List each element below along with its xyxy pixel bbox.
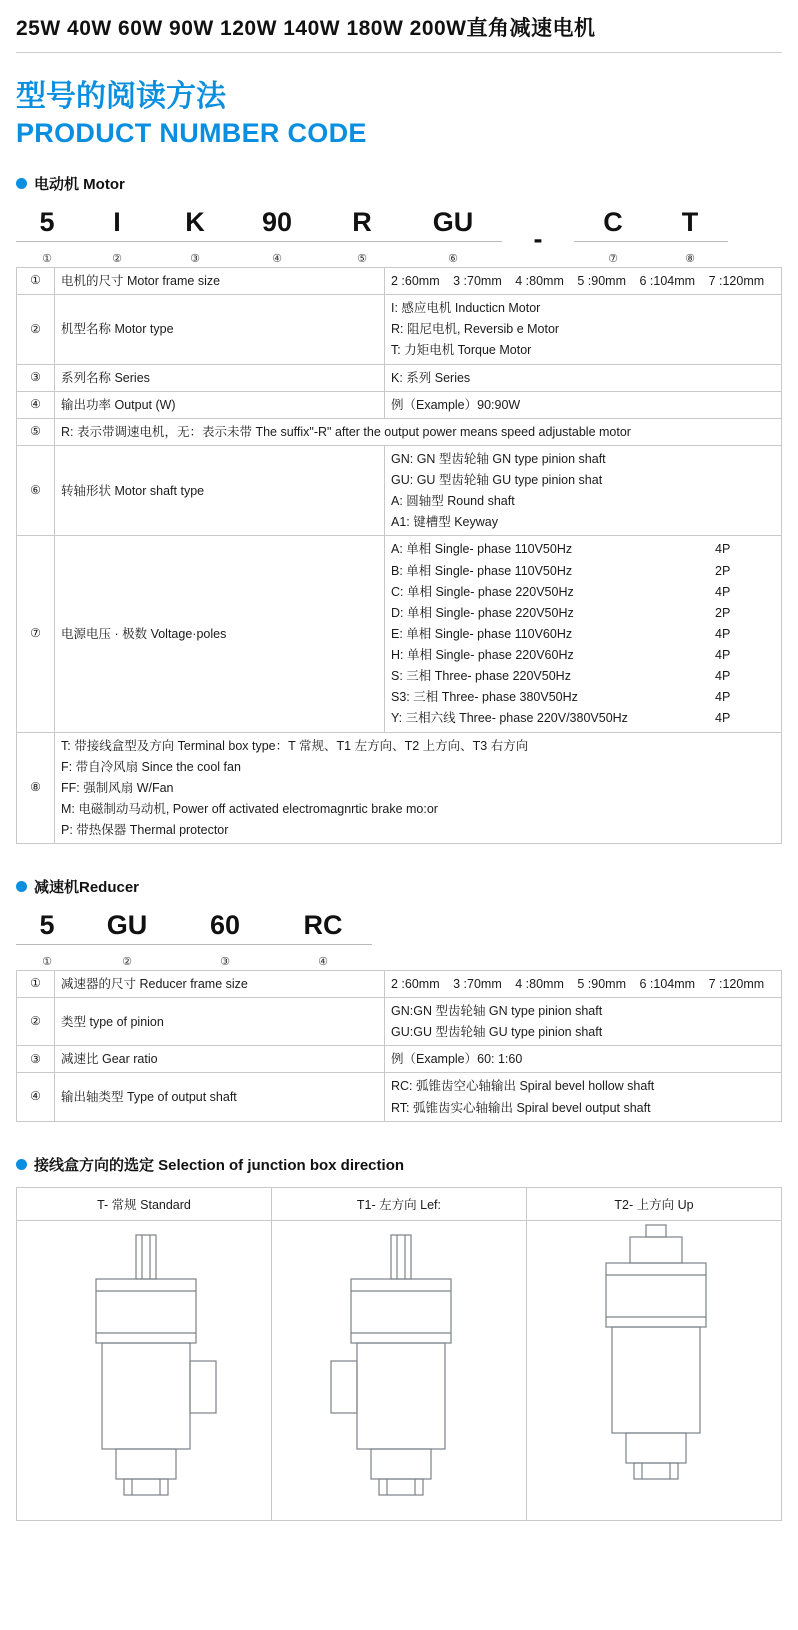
row-line: T: 力矩电机 Torque Motor [391, 343, 532, 358]
motor-code-6 [404, 208, 502, 265]
row-label: 电机的尺寸 Motor frame size [55, 268, 385, 295]
table-row [17, 732, 782, 844]
row-label: 机型名称 Motor type [55, 295, 385, 364]
row-value [385, 998, 782, 1046]
row-label: 系列名称 Series [55, 364, 385, 391]
bullet-icon [16, 881, 27, 892]
motor-code-1-index: ① [42, 253, 52, 266]
reducer-code-4-index: ④ [318, 955, 328, 968]
row-line [391, 667, 775, 685]
underline [78, 241, 156, 242]
section-heading-motor [16, 173, 782, 194]
row-label: 转轴形状 Motor shaft type [55, 445, 385, 536]
page-title-cn: 型号的阅读方法 [16, 80, 226, 113]
row-line [391, 540, 775, 558]
row-value: K: 系列 Series [385, 364, 782, 391]
underline [156, 241, 234, 242]
spacer [16, 1122, 782, 1148]
motor-code-8 [652, 208, 728, 265]
reducer-code-3-index: ③ [220, 955, 230, 968]
motor-code-7 [574, 208, 652, 265]
underline [274, 944, 372, 945]
row-index: ⑥ [17, 445, 55, 536]
row-line: GU:GU 型齿轮轴 GU type pinion shaft [391, 1025, 603, 1040]
motor-code-dash [502, 225, 574, 265]
voltage-text: S3: 三相 Three- phase 380V50Hz [391, 690, 578, 705]
row-value [385, 1073, 782, 1121]
row-index: ② [17, 295, 55, 364]
motor-code-row [16, 208, 782, 265]
row-line [391, 583, 775, 601]
voltage-text: Y: 三相六线 Three- phase 220V/380V50Hz [391, 711, 628, 726]
row-line [391, 646, 775, 664]
junction-diagram-up [526, 1220, 781, 1520]
voltage-text: B: 单相 Single- phase 110V50Hz [391, 563, 573, 578]
motor-code-3 [156, 208, 234, 265]
reducer-code-4-value: RC [303, 910, 343, 941]
table-row [17, 536, 782, 732]
underline [320, 241, 404, 242]
size-6: 7 :120mm [708, 274, 765, 289]
row-line [391, 562, 775, 580]
row-index: ② [17, 998, 55, 1046]
row-line: T: 带接线盒型及方向 Terminal box type：T 常规、T1 左方向、T2 上方向、T3 右方向 [61, 738, 529, 753]
row-label: 电源电压 · 极数 Voltage·poles [55, 536, 385, 732]
motor-code-4-value: 90 [261, 207, 293, 238]
reducer-code-row [16, 911, 782, 968]
table-row [17, 998, 782, 1046]
table-row [17, 391, 782, 418]
row-value [385, 268, 782, 295]
row-index: ① [17, 970, 55, 997]
table-row [17, 418, 782, 445]
size-1: 2 :60mm [391, 274, 440, 289]
reducer-code-2 [78, 911, 176, 968]
motor-code-5-index: ⑤ [357, 253, 367, 266]
section-heading-junction-label: 接线盒方向的选定 Selection of junction box direction [34, 1156, 405, 1174]
reducer-code-3 [176, 911, 274, 968]
underline [234, 241, 320, 242]
size-2: 3 :70mm [453, 274, 502, 289]
banner [16, 0, 782, 53]
motor-code-4 [234, 208, 320, 265]
pole-text: 2P [715, 605, 731, 620]
table-row [17, 1187, 782, 1220]
banner-title: 25W 40W 60W 90W 120W 140W 180W 200W直角减速电机 [16, 17, 596, 40]
motor-code-dash-value: - [533, 224, 543, 255]
size-6: 7 :120mm [708, 976, 765, 991]
row-value [385, 970, 782, 997]
row-line: M: 电磁制动马动机, Power off activated electromagnrtic brake mo:or [61, 801, 438, 816]
pole-text: 4P [715, 584, 731, 599]
pole-text: 4P [715, 542, 731, 557]
row-line: GN: GN 型齿轮轴 GN type pinion shaft [391, 451, 606, 466]
reducer-code-1-value: 5 [39, 910, 55, 941]
motor-code-8-index: ⑧ [685, 253, 695, 266]
row-line: FF: 强制风扇 W/Fan [61, 780, 174, 795]
row-value: 例（Example）60: 1:60 [385, 1046, 782, 1073]
junction-col-title-3: T2- 上方向 Up [526, 1187, 781, 1220]
row-index: ③ [17, 364, 55, 391]
row-label: 输出轴类型 Type of output shaft [55, 1073, 385, 1121]
table-row [17, 1220, 782, 1520]
section-heading-motor-label: 电动机 Motor [34, 176, 125, 194]
section-heading-reducer [16, 876, 782, 897]
row-line: P: 带热保器 Thermal protector [61, 823, 229, 838]
motor-code-6-value: GU [432, 207, 474, 238]
motor-code-5-value: R [352, 207, 372, 238]
row-label: 减速器的尺寸 Reducer frame size [55, 970, 385, 997]
row-line: A: 圆轴型 Round shaft [391, 494, 515, 509]
row-index: ④ [17, 391, 55, 418]
size-3: 4 :80mm [515, 976, 564, 991]
row-line: GN:GN 型齿轮轴 GN type pinion shaft [391, 1004, 603, 1019]
table-row [17, 295, 782, 364]
underline [78, 944, 176, 945]
motor-code-3-index: ③ [190, 253, 200, 266]
motor-code-1 [16, 208, 78, 265]
reducer-code-4 [274, 911, 372, 968]
row-line: RC: 弧锥齿空心轴输出 Spiral bevel hollow shaft [391, 1079, 655, 1094]
voltage-text: A: 单相 Single- phase 110V50Hz [391, 542, 573, 557]
table-row [17, 1073, 782, 1121]
junction-diagram-left [271, 1220, 526, 1520]
motor-diagram-up-icon [534, 1221, 774, 1511]
table-row [17, 364, 782, 391]
table-row [17, 268, 782, 295]
pole-text: 2P [715, 563, 731, 578]
pole-text: 4P [715, 669, 731, 684]
table-row [17, 1046, 782, 1073]
reducer-spec-table [16, 970, 782, 1122]
reducer-code-2-value: GU [106, 910, 148, 941]
motor-code-4-index: ④ [272, 253, 282, 266]
underline [404, 241, 502, 242]
bullet-icon [16, 1159, 27, 1170]
page-title [16, 79, 782, 149]
section-heading-junction [16, 1154, 782, 1175]
underline [574, 241, 652, 242]
row-index: ④ [17, 1073, 55, 1121]
pole-text: 4P [715, 711, 731, 726]
motor-code-7-index: ⑦ [608, 253, 618, 266]
motor-code-7-value: C [603, 207, 623, 238]
size-3: 4 :80mm [515, 274, 564, 289]
pole-text: 4P [715, 648, 731, 663]
junction-box-table [16, 1187, 782, 1521]
row-index: ① [17, 268, 55, 295]
row-value [55, 732, 782, 844]
motor-code-6-index: ⑥ [448, 253, 458, 266]
reducer-code-2-index: ② [122, 955, 132, 968]
pole-text: 4P [715, 690, 731, 705]
row-value: 例（Example）90:90W [385, 391, 782, 418]
row-label: 减速比 Gear ratio [55, 1046, 385, 1073]
row-line [391, 688, 775, 706]
voltage-text: E: 单相 Single- phase 110V60Hz [391, 626, 573, 641]
underline [16, 944, 78, 945]
row-label: 输出功率 Output (W) [55, 391, 385, 418]
motor-code-3-value: K [185, 207, 205, 238]
row-label: 类型 type of pinion [55, 998, 385, 1046]
reducer-code-3-value: 60 [209, 910, 241, 941]
size-2: 3 :70mm [453, 976, 502, 991]
row-value [385, 536, 782, 732]
row-line: R: 阻尼电机, Reversib e Motor [391, 322, 560, 337]
table-row [17, 970, 782, 997]
motor-spec-table [16, 267, 782, 844]
motor-diagram-left-icon [279, 1221, 519, 1511]
row-value [385, 445, 782, 536]
junction-col-title-2: T1- 左方向 Lef: [271, 1187, 526, 1220]
size-5: 6 :104mm [639, 976, 696, 991]
underline [652, 241, 728, 242]
row-index: ③ [17, 1046, 55, 1073]
row-index: ⑦ [17, 536, 55, 732]
row-line: I: 感应电机 Inducticn Motor [391, 301, 541, 316]
junction-diagram-standard [17, 1220, 272, 1520]
voltage-text: D: 单相 Single- phase 220V50Hz [391, 605, 574, 620]
section-heading-reducer-label: 减速机Reducer [34, 879, 140, 897]
size-5: 6 :104mm [639, 274, 696, 289]
underline [176, 944, 274, 945]
reducer-code-1-index: ① [42, 955, 52, 968]
motor-code-2-index: ② [112, 253, 122, 266]
bullet-icon [16, 178, 27, 189]
underline [16, 241, 78, 242]
row-line: RT: 弧锥齿实心轴输出 Spiral bevel output shaft [391, 1100, 651, 1115]
pole-text: 4P [715, 626, 731, 641]
voltage-text: S: 三相 Three- phase 220V50Hz [391, 669, 571, 684]
table-row [17, 445, 782, 536]
motor-code-8-value: T [681, 207, 699, 238]
motor-code-1-value: 5 [39, 207, 55, 238]
page-title-en: PRODUCT NUMBER CODE [16, 118, 367, 148]
row-line: A1: 键槽型 Keyway [391, 515, 498, 530]
reducer-code-1 [16, 911, 78, 968]
motor-code-5 [320, 208, 404, 265]
spacer [16, 844, 782, 870]
row-index: ⑧ [17, 732, 55, 844]
junction-col-title-1: T- 常规 Standard [17, 1187, 272, 1220]
size-1: 2 :60mm [391, 976, 440, 991]
size-4: 5 :90mm [577, 976, 627, 991]
motor-code-2 [78, 208, 156, 265]
row-line: GU: GU 型齿轮轴 GU type pinion shat [391, 473, 603, 488]
size-4: 5 :90mm [577, 274, 627, 289]
row-line [391, 709, 775, 727]
row-line: F: 带自冷风扇 Since the cool fan [61, 759, 241, 774]
voltage-text: C: 单相 Single- phase 220V50Hz [391, 584, 574, 599]
motor-code-2-value: I [113, 207, 121, 238]
row-value: R: 表示带调速电机，无：表示未带 The suffix"-R" after the output power means speed adjustable motor [55, 418, 782, 445]
row-line [391, 625, 775, 643]
motor-diagram-standard-icon [24, 1221, 264, 1511]
row-index: ⑤ [17, 418, 55, 445]
voltage-text: H: 单相 Single- phase 220V60Hz [391, 648, 574, 663]
row-value [385, 295, 782, 364]
row-line [391, 604, 775, 622]
